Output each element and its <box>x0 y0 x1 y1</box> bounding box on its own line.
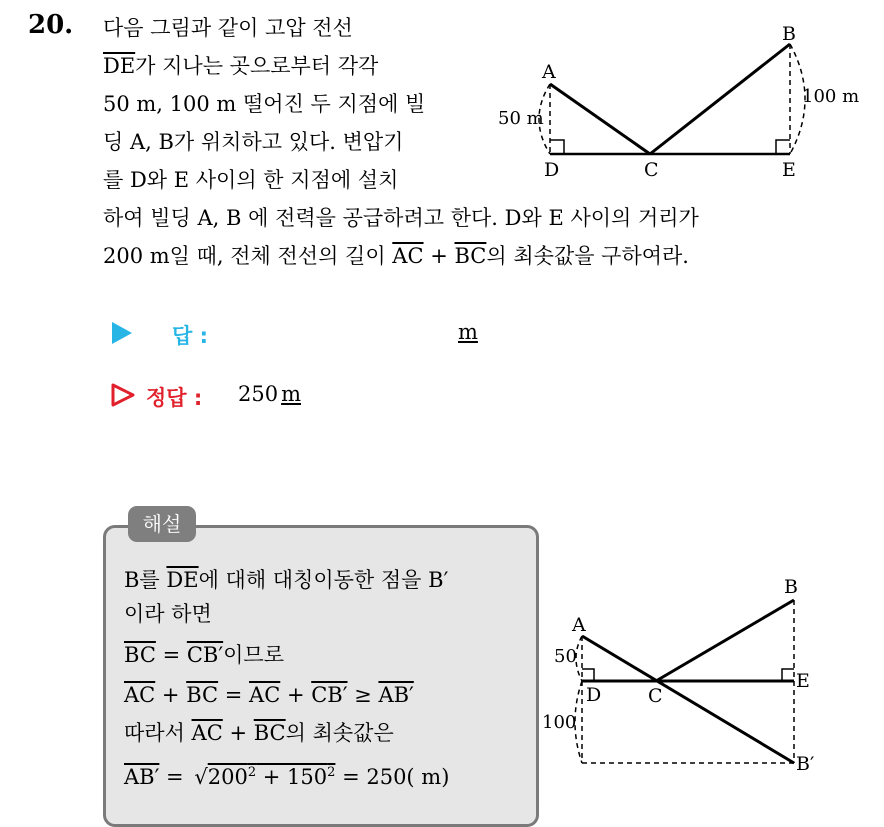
segment-bc: $\overline{BC}$ <box>454 244 487 268</box>
line-cb <box>656 600 794 681</box>
figure-reflection <box>538 570 878 785</box>
label-dist-a: 50 m <box>498 108 544 129</box>
fig2-dist-b-prime: 100 <box>542 712 577 733</box>
question-line-3: 50 m, 100 m 떨어진 두 지점에 빌 <box>103 92 426 116</box>
question-line-7: 200 m일 때, 전체 전선의 길이 $\overline{AC} + \overline{BC}$의 최솟값을 구하여라. <box>103 244 689 268</box>
fig2-dist-a: 50 <box>554 646 577 667</box>
fig2-label-e: E <box>796 670 810 692</box>
solution-line-3: $\overline{BC} = CB'$이므로 <box>124 643 284 667</box>
fig2-label-b-prime: B′ <box>796 753 815 775</box>
question-line-2: $\overline{DE}$가 지나는 곳으로부터 각각 <box>103 54 379 78</box>
answer-unit: m <box>458 320 478 344</box>
answer-label: 답 : <box>172 324 208 348</box>
segment-ac: $\overline{AC}$ <box>392 244 424 268</box>
solution-line-4: $\overline{AC} + \overline{BC} = \overline{AC} + CB' \ge AB'$ <box>124 683 414 707</box>
fig2-label-b: B <box>784 576 798 598</box>
fig2-label-c: C <box>648 685 663 707</box>
question-number: 20. <box>28 10 74 40</box>
segment-de: $\overline{DE}$ <box>103 54 136 78</box>
wire-cb <box>650 44 790 154</box>
solution-line-5: 따라서 $\overline{AC} + \overline{BC}$의 최솟값은 <box>124 721 394 745</box>
question-line-4: 딩 A, B가 위치하고 있다. 변압기 <box>103 130 404 154</box>
label-a: A <box>542 61 556 83</box>
fig2-label-a: A <box>572 614 586 636</box>
label-d: D <box>544 159 560 181</box>
label-dist-b: 100 m <box>802 86 860 107</box>
line-ab-prime <box>582 636 794 763</box>
question-line-5: 를 D와 E 사이의 한 지점에 설치 <box>103 168 399 192</box>
correct-answer-label: 정답 : <box>146 386 203 410</box>
wire-ac <box>550 84 650 154</box>
solution-line-1: B를 $\overline{DE}$에 대해 대칭이동한 점을 B′ <box>124 568 449 592</box>
play-icon <box>112 322 132 344</box>
correct-answer-value: 250 m <box>238 382 302 406</box>
outline-play-icon <box>110 382 136 408</box>
label-e: E <box>782 159 796 181</box>
figure-buildings <box>490 20 880 190</box>
solution-tab: 해설 <box>128 506 196 542</box>
question-line-1: 다음 그림과 같이 고압 전선 <box>103 16 353 40</box>
label-b: B <box>782 23 796 45</box>
solution-line-2: 이라 하면 <box>124 602 212 626</box>
fig2-label-d: D <box>586 684 602 706</box>
question-line-6: 하여 빌딩 A, B 에 전력을 공급하려고 한다. D와 E 사이의 거리가 <box>103 206 699 230</box>
label-c: C <box>644 159 659 181</box>
solution-line-6: $AB' = √200^2 + 150^2 = 250$( m) <box>124 765 450 789</box>
